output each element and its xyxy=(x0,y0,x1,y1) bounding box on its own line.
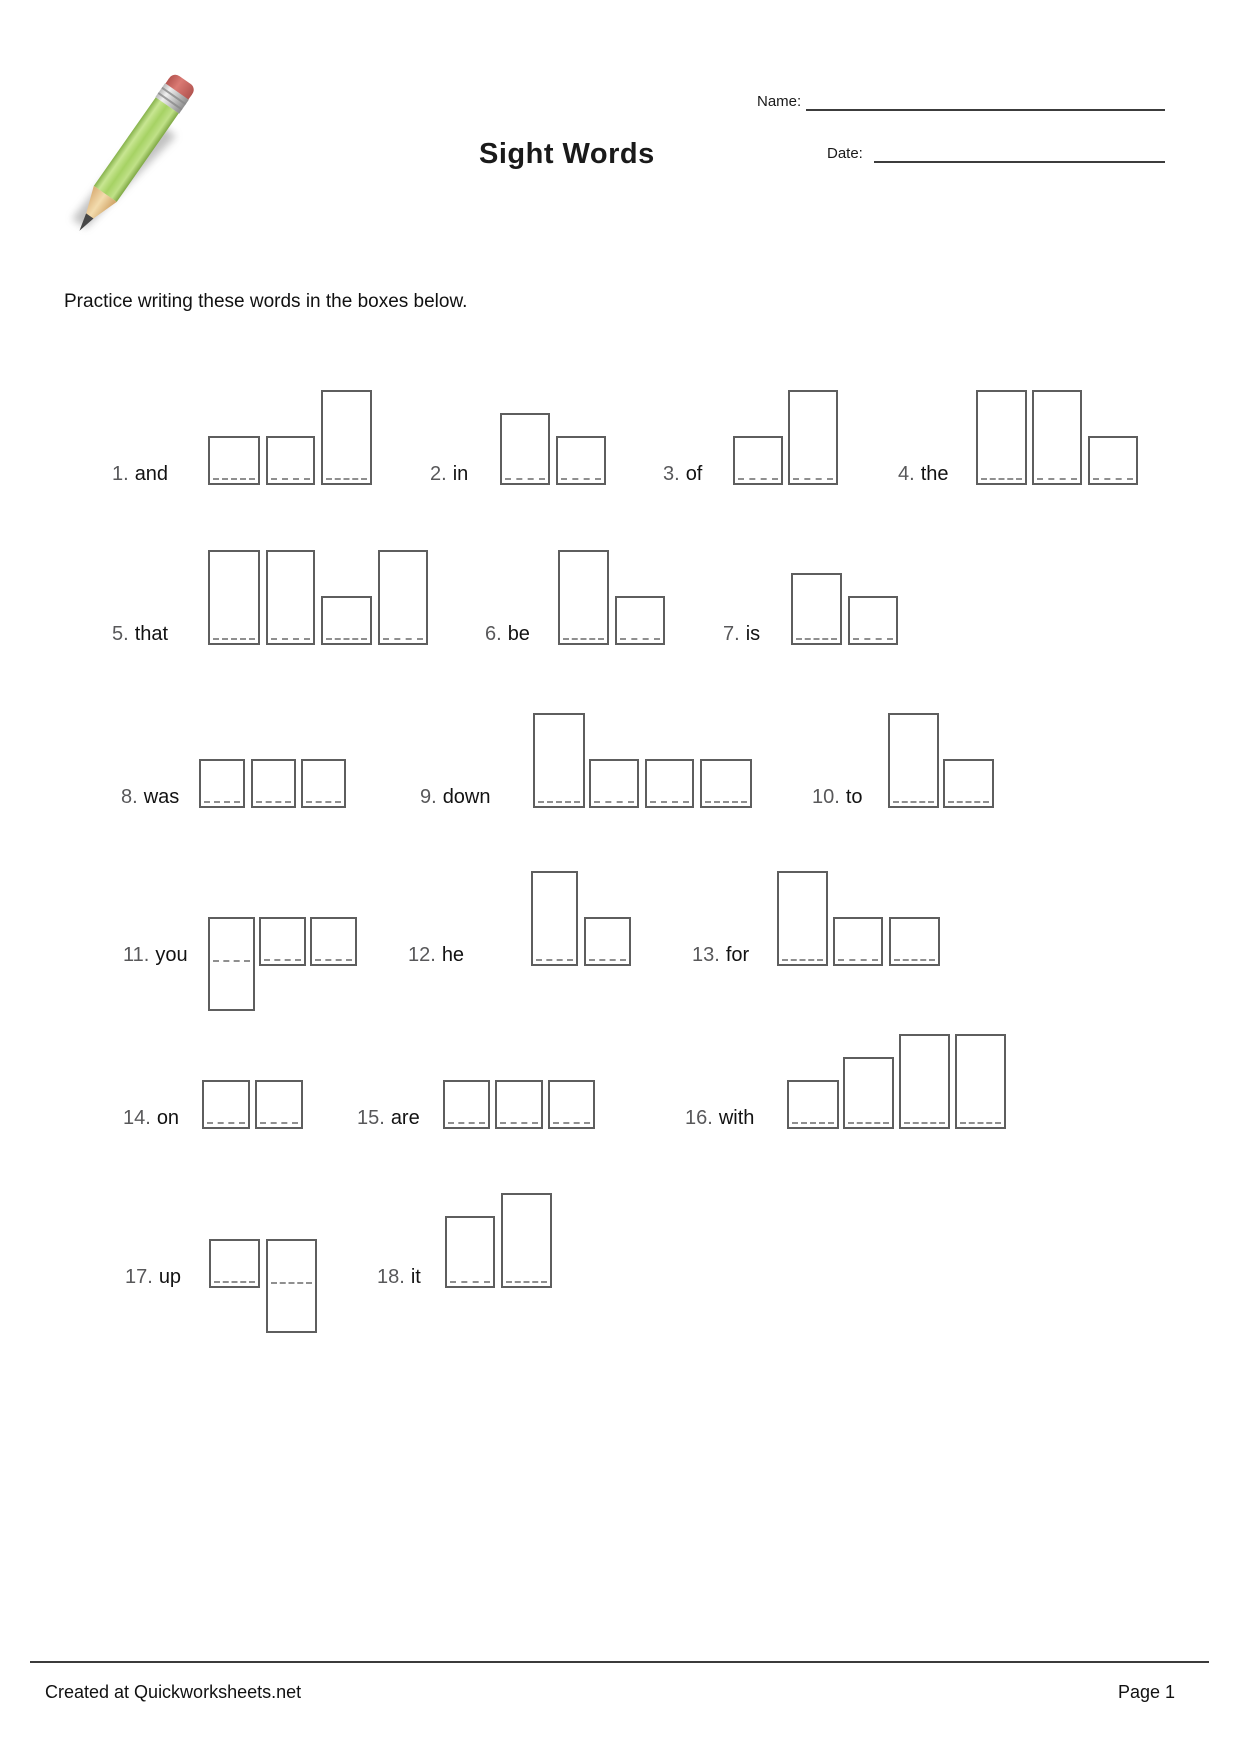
letter-box-descender xyxy=(266,1239,317,1333)
word-number: 8. xyxy=(121,786,138,808)
word-label xyxy=(112,624,168,644)
word-text: be xyxy=(507,623,530,645)
letter-box-short xyxy=(255,1080,303,1129)
word-number: 5. xyxy=(112,623,129,645)
baseline-dash xyxy=(1037,478,1077,480)
word-label xyxy=(663,464,702,484)
baseline-dash xyxy=(705,801,747,803)
letter-box-short xyxy=(301,759,346,808)
baseline-dash xyxy=(620,638,660,640)
baseline-dash xyxy=(260,1122,298,1124)
word-label xyxy=(357,1108,420,1128)
letter-box-short xyxy=(645,759,694,808)
word-number: 14. xyxy=(123,1107,151,1129)
word-label xyxy=(723,624,760,644)
letter-box-mid xyxy=(843,1057,894,1129)
word-text: that xyxy=(134,623,169,645)
letter-box-tall xyxy=(208,550,260,645)
word-number: 17. xyxy=(125,1266,153,1288)
word-label xyxy=(121,787,179,807)
baseline-dash xyxy=(1093,478,1133,480)
baseline-dash xyxy=(848,1122,889,1124)
word-text: on xyxy=(156,1107,180,1129)
word-number: 10. xyxy=(812,786,840,808)
baseline-dash xyxy=(538,801,580,803)
word-label xyxy=(377,1267,421,1287)
word-label xyxy=(898,464,949,484)
letter-box-short xyxy=(199,759,245,808)
letter-box-short xyxy=(548,1080,595,1129)
baseline-dash xyxy=(904,1122,945,1124)
baseline-dash xyxy=(207,1122,245,1124)
baseline-dash xyxy=(589,959,626,961)
letter-box-short xyxy=(202,1080,250,1129)
letter-box-descender xyxy=(208,917,255,1011)
word-text: it xyxy=(410,1266,421,1288)
letter-box-short xyxy=(321,596,372,645)
word-number: 7. xyxy=(723,623,740,645)
baseline-dash xyxy=(315,959,352,961)
letter-box-tall xyxy=(955,1034,1006,1129)
word-number: 16. xyxy=(685,1107,713,1129)
word-text: with xyxy=(718,1107,755,1129)
baseline-dash xyxy=(213,478,255,480)
letter-box-short xyxy=(556,436,606,485)
baseline-dash xyxy=(561,478,601,480)
word-text: down xyxy=(442,786,491,808)
word-number: 11. xyxy=(123,944,150,966)
baseline-dash xyxy=(594,801,634,803)
letter-box-short xyxy=(443,1080,490,1129)
baseline-dash xyxy=(796,638,837,640)
word-number: 18. xyxy=(377,1266,405,1288)
letter-box-short xyxy=(495,1080,543,1129)
baseline-dash xyxy=(306,801,341,803)
word-number: 15. xyxy=(357,1107,385,1129)
letter-box-short xyxy=(848,596,898,645)
word-label xyxy=(692,945,749,965)
word-label xyxy=(123,1108,179,1128)
page-number: Page 1 xyxy=(1117,1682,1175,1702)
letter-box-tall xyxy=(558,550,609,645)
letter-box-mid xyxy=(791,573,842,645)
word-text: is xyxy=(745,623,761,645)
letter-box-short xyxy=(733,436,783,485)
letter-box-tall xyxy=(777,871,828,966)
baseline-dash xyxy=(271,638,310,640)
word-number: 12. xyxy=(408,944,436,966)
baseline-dash xyxy=(448,1122,485,1124)
word-number: 9. xyxy=(420,786,437,808)
word-label xyxy=(408,945,464,965)
letter-box-short xyxy=(787,1080,839,1129)
word-label xyxy=(125,1267,181,1287)
letter-box-tall xyxy=(1032,390,1082,485)
letter-box-short xyxy=(584,917,631,966)
page-title: Sight Words xyxy=(479,138,655,170)
word-number: 2. xyxy=(430,463,447,485)
baseline-dash xyxy=(738,478,778,480)
baseline-dash xyxy=(326,638,367,640)
baseline-dash xyxy=(213,638,255,640)
letter-box-tall xyxy=(976,390,1027,485)
baseline-dash xyxy=(505,478,545,480)
baseline-dash xyxy=(326,478,367,480)
baseline-dash xyxy=(214,1281,255,1283)
letter-box-short xyxy=(615,596,665,645)
footer-credit: Created at Quickworksheets.net xyxy=(45,1682,302,1702)
letter-box-tall xyxy=(378,550,428,645)
word-text: and xyxy=(134,463,169,485)
baseline-dash xyxy=(893,801,934,803)
letter-box-tall xyxy=(321,390,372,485)
letter-box-short xyxy=(943,759,994,808)
letter-box-short xyxy=(251,759,296,808)
date-label: Date: xyxy=(827,145,863,162)
baseline-dash xyxy=(506,1281,547,1283)
word-text: of xyxy=(685,463,703,485)
letter-box-tall xyxy=(501,1193,552,1288)
word-text: are xyxy=(390,1107,420,1129)
baseline-dash xyxy=(782,959,823,961)
letter-box-tall xyxy=(788,390,838,485)
baseline-dash xyxy=(838,959,878,961)
baseline-dash xyxy=(960,1122,1001,1124)
word-number: 13. xyxy=(692,944,720,966)
word-text: the xyxy=(920,463,949,485)
baseline-dash xyxy=(383,638,423,640)
baseline-dash xyxy=(563,638,604,640)
letter-box-short xyxy=(1088,436,1138,485)
letter-box-tall xyxy=(888,713,939,808)
baseline-dash xyxy=(650,801,689,803)
word-text: you xyxy=(155,944,188,966)
baseline-dash xyxy=(853,638,893,640)
word-number: 6. xyxy=(485,623,502,645)
baseline-dash xyxy=(981,478,1022,480)
letter-box-short xyxy=(266,436,315,485)
baseline-dash xyxy=(213,960,250,962)
letter-box-mid xyxy=(445,1216,495,1288)
letter-box-short xyxy=(700,759,752,808)
baseline-dash xyxy=(793,478,833,480)
letter-box-tall xyxy=(531,871,578,966)
name-label: Name: xyxy=(757,93,802,110)
footer-divider xyxy=(30,1661,1209,1663)
word-label xyxy=(112,464,168,484)
baseline-dash xyxy=(894,959,935,961)
letter-box-mid xyxy=(500,413,550,485)
instruction-text: Practice writing these words in the boxes below. xyxy=(64,291,468,312)
baseline-dash xyxy=(536,959,573,961)
letter-box-short xyxy=(208,436,260,485)
word-text: he xyxy=(441,944,465,966)
word-text: in xyxy=(452,463,469,485)
baseline-dash xyxy=(256,801,291,803)
baseline-dash xyxy=(204,801,240,803)
word-label xyxy=(123,945,188,965)
word-text: was xyxy=(143,786,180,808)
letter-box-short xyxy=(209,1239,260,1288)
word-text: up xyxy=(158,1266,182,1288)
letter-box-short xyxy=(259,917,306,966)
letter-box-short xyxy=(589,759,639,808)
letter-box-short xyxy=(833,917,883,966)
letter-box-tall xyxy=(533,713,585,808)
word-label xyxy=(812,787,863,807)
letter-box-short xyxy=(310,917,357,966)
word-label xyxy=(420,787,491,807)
word-number: 1. xyxy=(112,463,129,485)
letter-box-tall xyxy=(899,1034,950,1129)
word-label xyxy=(485,624,530,644)
word-label xyxy=(685,1108,754,1128)
baseline-dash xyxy=(948,801,989,803)
word-text: to xyxy=(845,786,863,808)
word-label xyxy=(430,464,468,484)
baseline-dash xyxy=(792,1122,834,1124)
baseline-dash xyxy=(553,1122,590,1124)
word-number: 3. xyxy=(663,463,680,485)
letter-box-short xyxy=(889,917,940,966)
word-number: 4. xyxy=(898,463,915,485)
letter-box-tall xyxy=(266,550,315,645)
baseline-dash xyxy=(264,959,301,961)
baseline-dash xyxy=(271,478,310,480)
word-text: for xyxy=(725,944,750,966)
baseline-dash xyxy=(500,1122,538,1124)
baseline-dash xyxy=(450,1281,490,1283)
baseline-dash xyxy=(271,1282,312,1284)
